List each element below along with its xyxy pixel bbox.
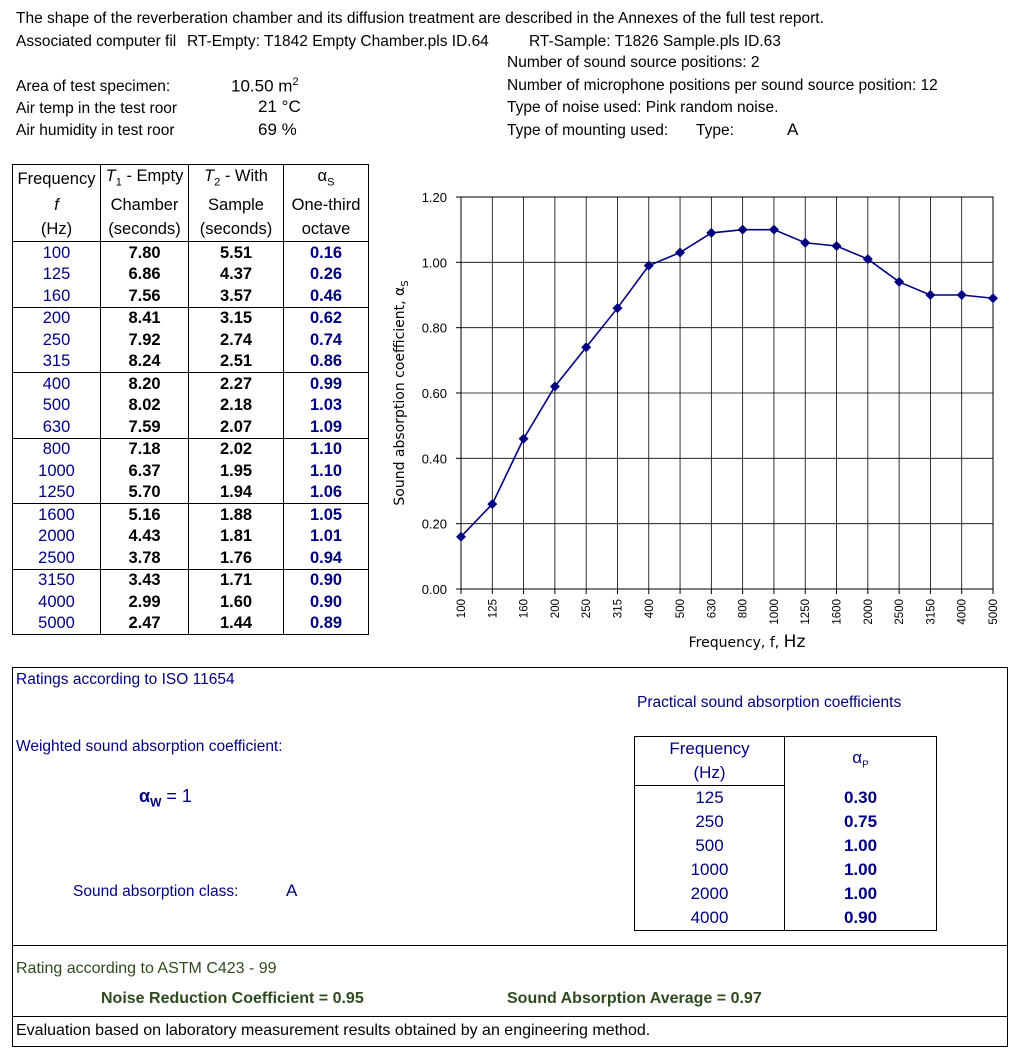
alpha-cell: 1.06 [284,482,369,504]
col-t1-header: $T_1$ - Empty [101,165,189,194]
t2-cell: 2.74 [189,329,284,351]
practical-alpha-cell: 1.00 [785,882,937,906]
practical-alpha-header: $\alpha_P$ [785,737,937,786]
table-row [13,526,369,548]
x-tick-label: 4000 [956,599,969,625]
table-row [13,613,369,635]
t1-cell: 8.24 [101,351,189,373]
alpha-cell: 0.86 [284,351,369,373]
t1-cell: 4.43 [101,526,189,548]
frequency-cell: 3150 [13,569,101,591]
x-tick-label: 400 [643,599,656,619]
x-tick-label: 2500 [894,599,907,625]
x-tick-label: 630 [706,599,719,619]
practical-row [635,810,937,834]
t1-cell: 7.92 [101,329,189,351]
alpha-cell: 0.89 [284,613,369,635]
practical-frequency-header: Frequency [635,737,785,762]
x-axis-label: Frequency, f, Hz [688,632,806,652]
alpha-cell: 0.46 [284,285,369,307]
area-value: 10.50 $m^2$ [231,76,299,96]
practical-frequency-cell: 250 [635,810,785,834]
t2-cell: 1.81 [189,526,284,548]
humidity-value: 69 % [258,120,297,139]
t1-cell: 2.99 [101,591,189,613]
t1-cell: 5.16 [101,504,189,526]
files-label: Associated computer fil [16,33,177,50]
frequency-cell: 1250 [13,482,101,504]
practical-frequency-cell: 4000 [635,906,785,931]
data-point [832,241,842,251]
frequency-cell: 315 [13,351,101,373]
practical-alpha-cell: 0.90 [785,906,937,931]
col-alpha-unit: octave [284,217,369,242]
report-description: The shape of the reverberation chamber and its diffusion treatment are described in the Annexes of the full test report. [16,10,824,27]
alpha-cell: 1.10 [284,460,369,482]
practical-row [635,858,937,882]
x-tick-label: 160 [518,599,531,619]
practical-alpha-cell: 0.75 [785,810,937,834]
frequency-cell: 1600 [13,504,101,526]
alpha-cell: 0.99 [284,373,369,395]
alpha-cell: 0.90 [284,569,369,591]
series-line [461,230,993,537]
data-point [957,290,967,300]
table-row [13,504,369,526]
frequency-cell: 4000 [13,591,101,613]
col-alpha-sub: One-third [284,193,369,217]
t2-cell: 1.71 [189,569,284,591]
data-point [519,434,529,444]
alpha-cell: 0.26 [284,264,369,286]
practical-title: Practical sound absorption coefficients [637,694,902,711]
x-tick-label: 500 [675,599,688,619]
y-tick-label: 0.00 [421,582,447,597]
col-frequency-header: Frequency [13,165,101,194]
practical-row [635,906,937,931]
y-tick-label: 1.20 [421,190,447,205]
table-row [13,460,369,482]
absorption-class-label: Sound absorption class: [73,883,239,900]
y-tick-label: 1.00 [421,255,447,271]
mounting-type-value: A [787,120,799,139]
x-tick-label: 250 [581,599,594,619]
table-row [13,416,369,438]
table-row [13,351,369,373]
table-row [13,242,369,264]
t1-cell: 3.78 [101,547,189,569]
t1-cell: 7.56 [101,285,189,307]
col-alpha-header: $\alpha_S$ [284,165,369,194]
table-row [13,329,369,351]
iso-ratings-title: Ratings according to ISO 11654 [16,671,235,688]
evaluation-note: Evaluation based on laboratory measurement results obtained by an engineering method. [16,1022,651,1039]
t1-cell: 8.41 [101,307,189,329]
frequency-cell: 630 [13,416,101,438]
y-tick-label: 0.20 [421,516,447,532]
t2-cell: 2.27 [189,373,284,395]
frequency-cell: 5000 [13,613,101,635]
x-tick-label: 800 [737,599,750,619]
table-row [13,547,369,569]
source-positions: Number of sound source positions: 2 [507,54,760,71]
t2-cell: 5.51 [189,242,284,264]
y-tick-label: 0.80 [421,320,447,336]
frequency-cell: 160 [13,285,101,307]
data-point [675,248,685,258]
t2-cell: 3.15 [189,307,284,329]
frequency-cell: 200 [13,307,101,329]
t2-cell: 1.76 [189,547,284,569]
practical-alpha-cell: 1.00 [785,834,937,858]
practical-alpha-cell: 1.00 [785,858,937,882]
table-row [13,307,369,329]
frequency-cell: 1000 [13,460,101,482]
alpha-cell: 1.01 [284,526,369,548]
col-t1-sub: Chamber [101,193,189,217]
t1-cell: 6.86 [101,264,189,286]
x-tick-label: 3150 [925,599,938,625]
alpha-cell: 1.05 [284,504,369,526]
alpha-cell: 0.94 [284,547,369,569]
absorption-chart [385,180,1010,660]
frequency-cell: 400 [13,373,101,395]
col-t2-header: $T_2$ - With [189,165,284,194]
alpha-cell: 1.10 [284,438,369,460]
rt-sample-file: RT-Sample: T1826 Sample.pls ID.63 [529,33,781,50]
data-point [706,228,716,238]
x-tick-label: 100 [456,599,468,619]
t2-cell: 1.95 [189,460,284,482]
practical-frequency-cell: 500 [635,834,785,858]
t2-cell: 4.37 [189,264,284,286]
x-tick-label: 1000 [768,599,781,625]
x-tick-label: 1250 [800,599,813,625]
t1-cell: 7.80 [101,242,189,264]
t2-cell: 2.02 [189,438,284,460]
humidity-label: Air humidity in test roor [16,122,175,139]
t2-cell: 2.51 [189,351,284,373]
data-point [988,293,998,303]
table-row [13,438,369,460]
col-frequency-unit: (Hz) [13,217,101,242]
mounting-type-label: Type: [696,122,734,139]
t1-cell: 3.43 [101,569,189,591]
practical-row [635,882,937,906]
alpha-cell: 0.62 [284,307,369,329]
col-frequency-symbol: f [13,193,101,217]
frequency-cell: 100 [13,242,101,264]
frequency-cell: 500 [13,395,101,417]
alpha-cell: 1.09 [284,416,369,438]
y-axis-label: Sound absorption coefficient, $\alpha_S$ [392,280,411,506]
frequency-cell: 2000 [13,526,101,548]
practical-frequency-cell: 125 [635,786,785,811]
rt-empty-file: RT-Empty: T1842 Empty Chamber.pls ID.64 [187,33,489,50]
frequency-cell: 125 [13,264,101,286]
temp-value: 21 °C [258,97,301,116]
saa-value: Sound Absorption Average = 0.97 [507,990,762,1007]
alpha-w-value: $\alpha_W = 1$ [139,786,192,810]
x-tick-label: 1600 [831,599,844,625]
t2-cell: 1.88 [189,504,284,526]
t1-cell: 6.37 [101,460,189,482]
t1-cell: 8.02 [101,395,189,417]
data-point [800,238,810,248]
table-row [13,569,369,591]
astm-title: Rating according to ASTM C423 - 99 [16,960,277,977]
table-row [13,482,369,504]
frequency-cell: 2500 [13,547,101,569]
alpha-cell: 0.74 [284,329,369,351]
y-tick-label: 0.40 [421,451,447,467]
x-tick-label: 5000 [988,599,1000,625]
t2-cell: 1.60 [189,591,284,613]
table-row [13,373,369,395]
practical-frequency-cell: 1000 [635,858,785,882]
t1-cell: 8.20 [101,373,189,395]
col-t2-unit: (seconds) [189,217,284,242]
mounting-label: Type of mounting used: [507,122,669,139]
practical-coefficients-table [634,736,937,931]
alpha-cell: 0.90 [284,591,369,613]
t2-cell: 3.57 [189,285,284,307]
y-tick-label: 0.60 [421,386,447,401]
data-point [925,290,935,300]
data-point [769,225,779,235]
frequency-cell: 250 [13,329,101,351]
t2-cell: 2.07 [189,416,284,438]
alpha-cell: 1.03 [284,395,369,417]
absorption-class-value: A [286,881,298,900]
t2-cell: 2.18 [189,395,284,417]
mic-positions: Number of microphone positions per sound source position: 12 [507,77,938,94]
x-tick-label: 2000 [862,599,875,625]
x-tick-label: 200 [549,599,562,619]
table-row [13,285,369,307]
x-tick-label: 125 [487,599,500,619]
nrc-value: Noise Reduction Coefficient = 0.95 [101,990,364,1007]
alpha-cell: 0.16 [284,242,369,264]
col-t1-unit: (seconds) [101,217,189,242]
weighted-coefficient-label: Weighted sound absorption coefficient: [16,738,283,755]
t1-cell: 5.70 [101,482,189,504]
x-tick-label: 315 [612,599,625,619]
practical-alpha-cell: 0.30 [785,786,937,811]
t1-cell: 7.59 [101,416,189,438]
practical-row [635,786,937,811]
frequency-cell: 800 [13,438,101,460]
practical-frequency-cell: 2000 [635,882,785,906]
table-row [13,591,369,613]
t1-cell: 7.18 [101,438,189,460]
practical-row [635,834,937,858]
data-point [738,225,748,235]
area-label: Area of test specimen: [16,78,171,95]
reverberation-table [12,164,369,635]
noise-type: Type of noise used: Pink random noise. [507,99,779,116]
t2-cell: 1.44 [189,613,284,635]
practical-frequency-unit: (Hz) [635,761,785,786]
t1-cell: 2.47 [101,613,189,635]
temp-label: Air temp in the test roor [16,100,178,117]
table-row [13,264,369,286]
t2-cell: 1.94 [189,482,284,504]
col-t2-sub: Sample [189,193,284,217]
table-row [13,395,369,417]
